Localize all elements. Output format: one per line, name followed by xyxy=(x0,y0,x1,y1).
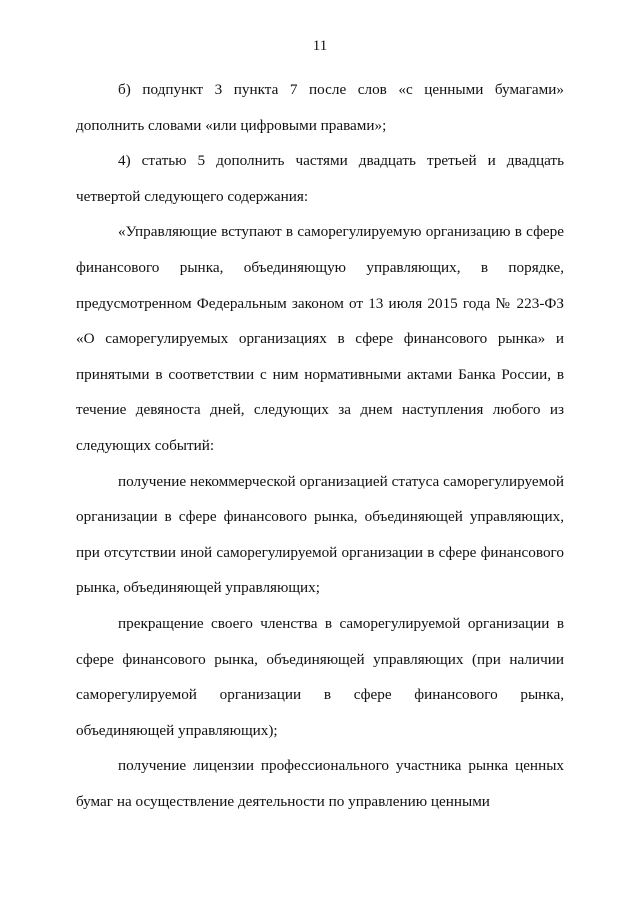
document-body xyxy=(76,72,564,819)
paragraph-subparagraph-b: б) подпункт 3 пункта 7 после слов «с ценными бумагами» дополнить словами «или цифровыми правами»; xyxy=(76,81,564,134)
paragraph-managers-join: «Управляющие вступают в саморегулируемую организацию в сфере финансового рынка, объединяющую управляющих, в порядке, предусмотренном Федеральным законом от 13 июля 2015 года № 223-ФЗ «О саморегулируемых организациях в сфере финансового рынка» и принятыми в соответствии с ним нормативными актами Банка России, в течение девяноста дней, следующих за днем наступления любого из следующих событий: xyxy=(76,223,564,454)
paragraph-event-status: получение некоммерческой организацией статуса саморегулируемой организации в сфере финансового рынка, объединяющей управляющих, при отсутствии иной саморегулируемой организации в сфере финансового рынка, объединяющей управляющих; xyxy=(76,472,564,597)
paragraph-item-4: 4) статью 5 дополнить частями двадцать третьей и двадцать четвертой следующего содержания: xyxy=(76,152,564,205)
page-number: 11 xyxy=(312,38,328,54)
paragraph-event-termination: прекращение своего членства в саморегулируемой организации в сфере финансового рынка, объединяющей управляющих (при наличии саморегулируемой организации в сфере финансового рынка, объединяющей управляющих); xyxy=(76,614,564,739)
paragraph-event-license: получение лицензии профессионального участника рынка ценных бумаг на осуществление деятельности по управлению ценными xyxy=(76,757,564,810)
